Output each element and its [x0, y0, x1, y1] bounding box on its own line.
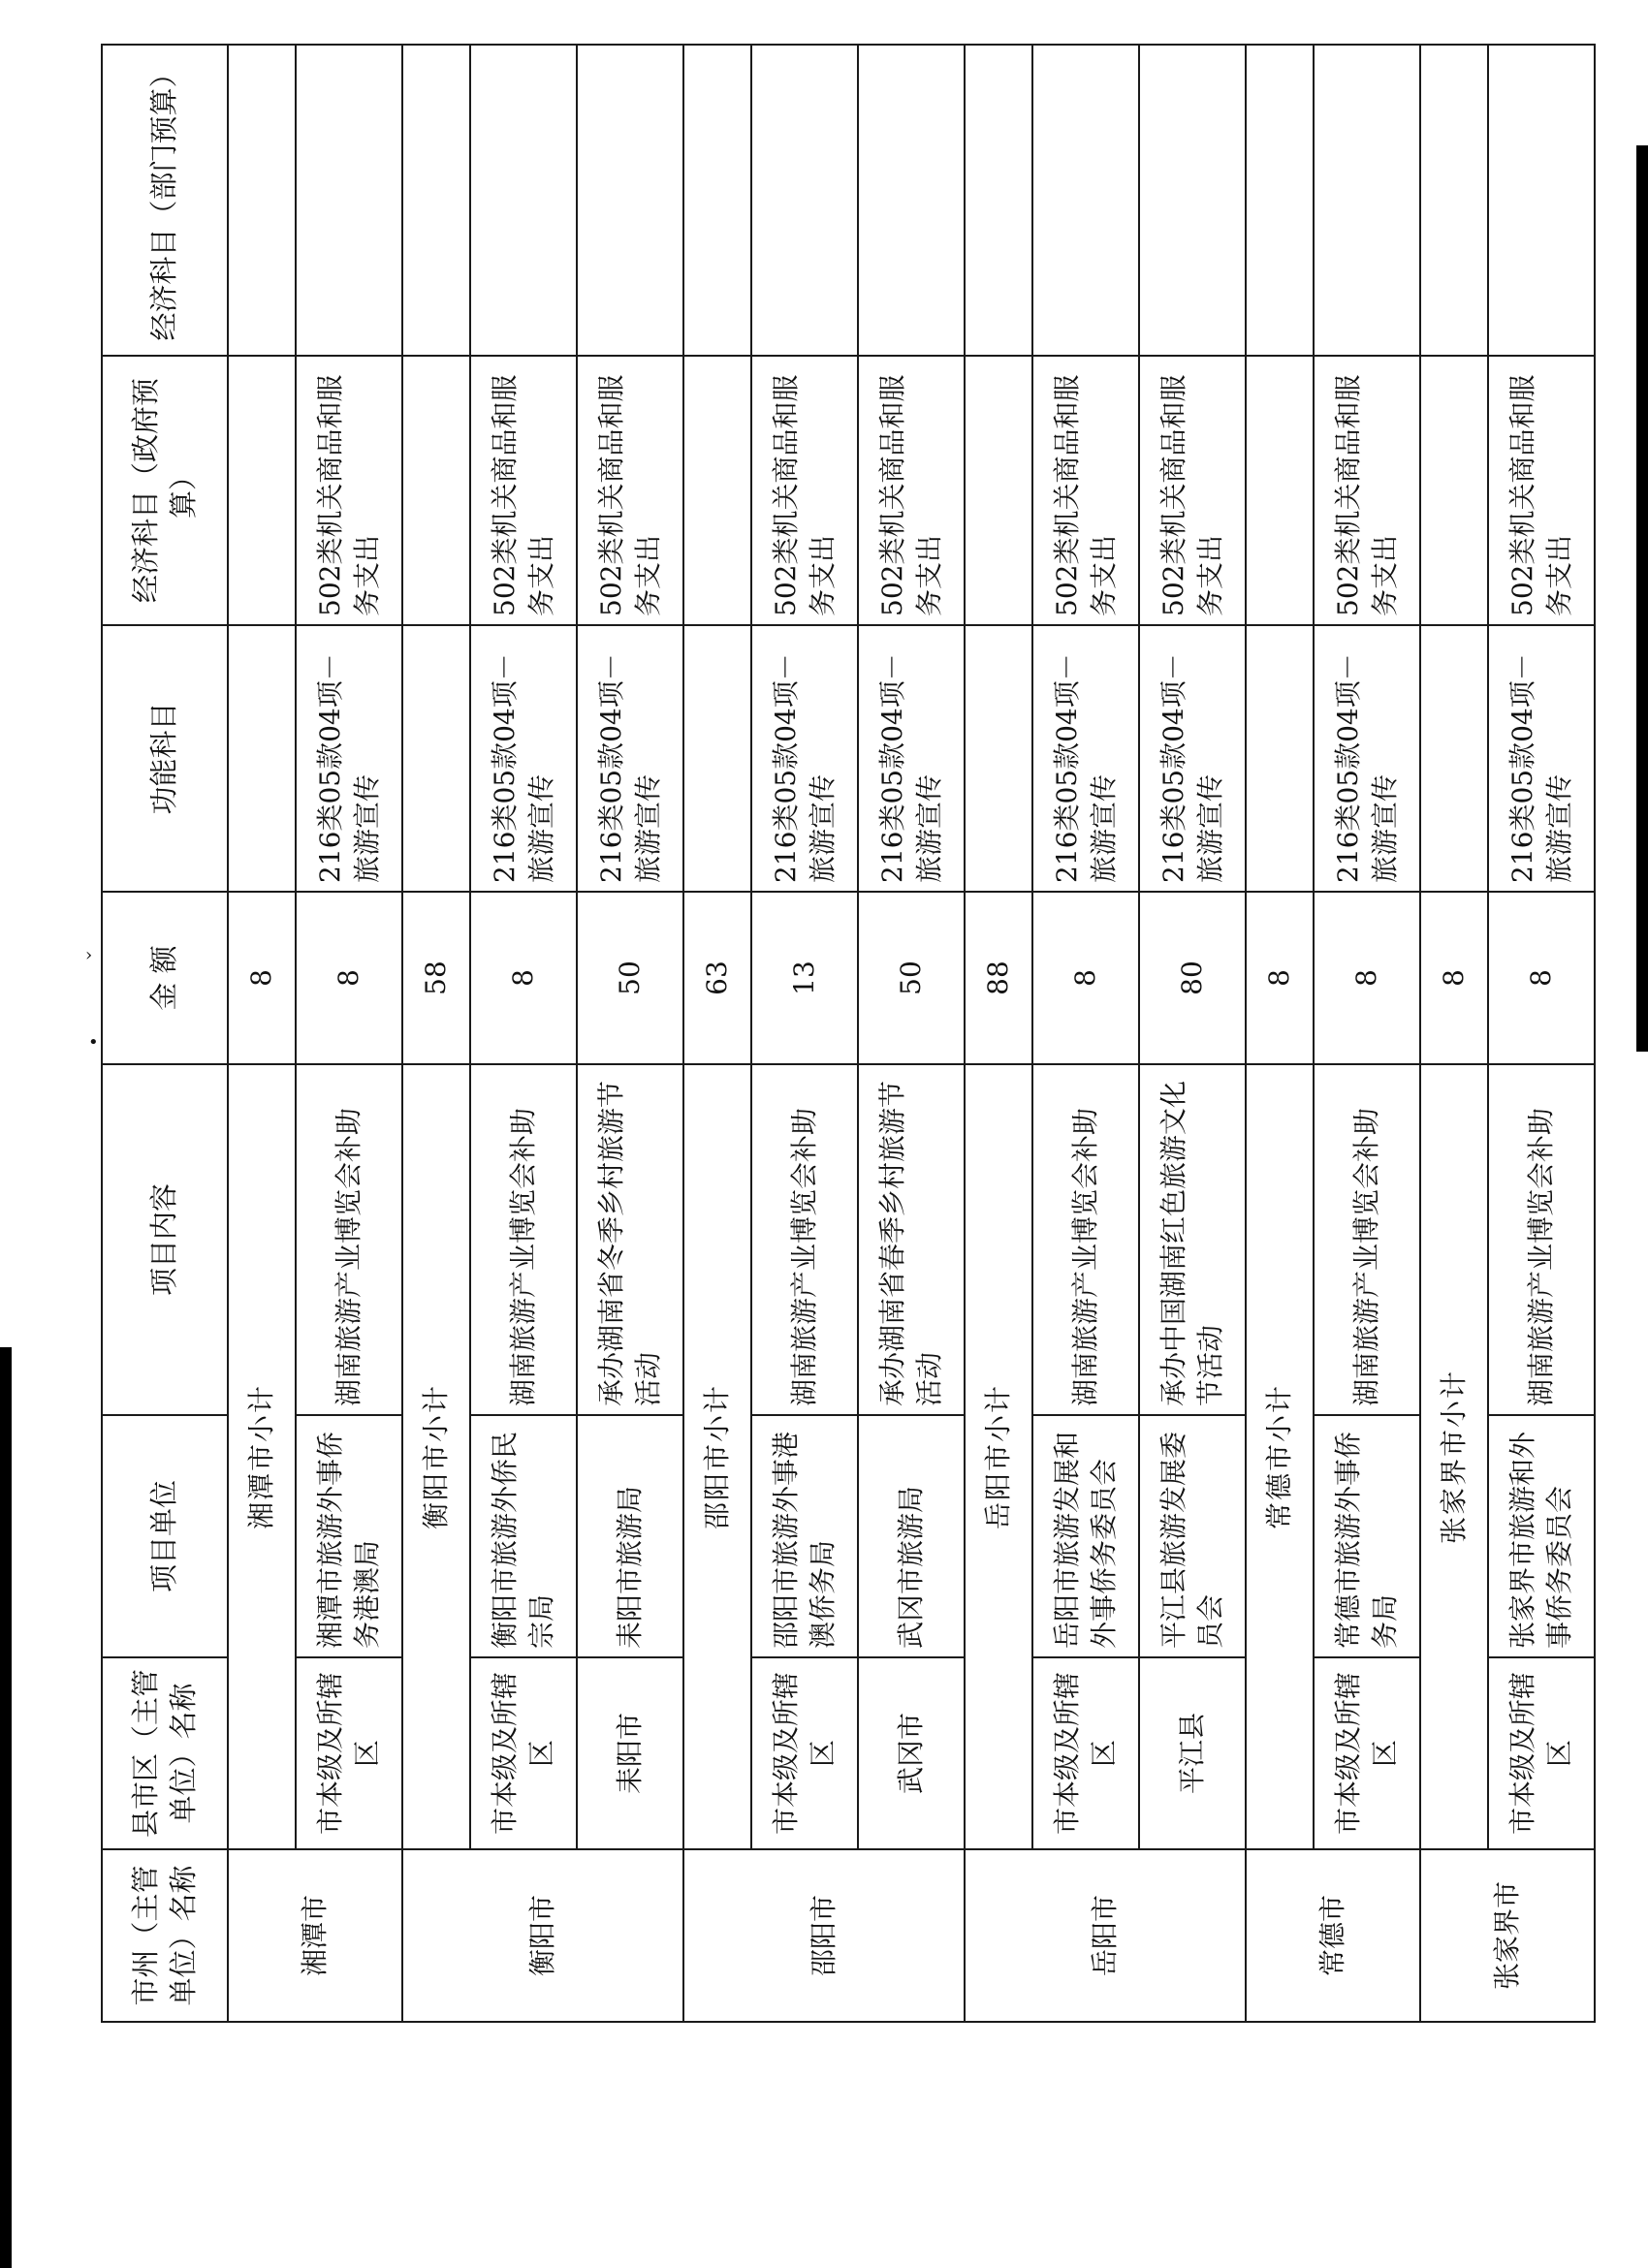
econ-gov-cell: 502类机关商品和服务支出: [1139, 356, 1246, 625]
city-cell: 岳阳市: [965, 1849, 1246, 2022]
amount-cell: 50: [858, 892, 965, 1064]
empty-cell: [228, 356, 296, 625]
amount-cell: 8: [1314, 892, 1420, 1064]
function-subject-cell: 216类05款04项－旅游宣传: [470, 625, 577, 892]
city-cell: 邵阳市: [683, 1849, 965, 2022]
empty-cell: [228, 625, 296, 892]
function-subject-cell: 216类05款04项－旅游宣传: [1032, 625, 1139, 892]
header-function-subject: 功能科目: [102, 625, 228, 892]
city-cell: 常德市: [1246, 1849, 1420, 2022]
econ-dept-cell: [470, 45, 577, 356]
amount-cell: 8: [1488, 892, 1595, 1064]
empty-cell: [965, 45, 1032, 356]
amount-cell: 13: [751, 892, 858, 1064]
subtotal-amount: 63: [683, 892, 751, 1064]
table-row: [1032, 45, 1139, 2022]
econ-gov-cell: 502类机关商品和服务支出: [470, 356, 577, 625]
budget-table: [101, 44, 1596, 2023]
header-amount: 金 额: [102, 892, 228, 1064]
empty-cell: [1246, 356, 1314, 625]
empty-cell: [683, 625, 751, 892]
subtotal-row: [1420, 45, 1488, 2022]
unit-cell: 邵阳市旅游外事港澳侨务局: [751, 1415, 858, 1657]
econ-dept-cell: [1139, 45, 1246, 356]
econ-dept-cell: [858, 45, 965, 356]
econ-dept-cell: [1314, 45, 1420, 356]
empty-cell: [402, 356, 470, 625]
content-cell: 湖南旅游产业博览会补助: [751, 1064, 858, 1415]
econ-gov-cell: 502类机关商品和服务支出: [1032, 356, 1139, 625]
unit-cell: 武冈市旅游局: [858, 1415, 965, 1657]
empty-cell: [1246, 45, 1314, 356]
econ-gov-cell: 502类机关商品和服务支出: [577, 356, 683, 625]
table-row: [751, 45, 858, 2022]
header-econ-dept: 经济科目（部门预算）: [102, 45, 228, 356]
scan-edge-right: [1636, 145, 1648, 1052]
table-row: [1314, 45, 1420, 2022]
content-cell: 承办湖南省春季乡村旅游节活动: [858, 1064, 965, 1415]
empty-cell: [402, 625, 470, 892]
content-cell: 湖南旅游产业博览会补助: [1314, 1064, 1420, 1415]
content-cell: 湖南旅游产业博览会补助: [1488, 1064, 1595, 1415]
table-row: [1488, 45, 1595, 2022]
subtotal-label: 张家界市小计: [1420, 1064, 1488, 1849]
content-cell: 湖南旅游产业博览会补助: [470, 1064, 577, 1415]
subtotal-row: [402, 45, 470, 2022]
unit-cell: 湘潭市旅游外事侨务港澳局: [296, 1415, 402, 1657]
city-cell: 湘潭市: [228, 1849, 402, 2022]
unit-cell: 耒阳市旅游局: [577, 1415, 683, 1657]
header-city: 市州（主管单位）名称: [102, 1849, 228, 2022]
econ-gov-cell: 502类机关商品和服务支出: [296, 356, 402, 625]
content-cell: 承办中国湖南红色旅游文化节活动: [1139, 1064, 1246, 1415]
subtotal-row: [1246, 45, 1314, 2022]
empty-cell: [402, 45, 470, 356]
district-cell: 市本级及所辖区: [1488, 1657, 1595, 1849]
econ-gov-cell: 502类机关商品和服务支出: [1314, 356, 1420, 625]
econ-gov-cell: 502类机关商品和服务支出: [1488, 356, 1595, 625]
unit-cell: 常德市旅游外事侨务局: [1314, 1415, 1420, 1657]
header-econ-gov: 经济科目（政府预算）: [102, 356, 228, 625]
amount-cell: 8: [296, 892, 402, 1064]
content-cell: 承办湖南省冬季乡村旅游节活动: [577, 1064, 683, 1415]
amount-cell: 8: [470, 892, 577, 1064]
header-unit: 项目单位: [102, 1415, 228, 1657]
scan-edge-left: [0, 1347, 12, 2268]
district-cell: 市本级及所辖区: [470, 1657, 577, 1849]
district-cell: 市本级及所辖区: [1032, 1657, 1139, 1849]
empty-cell: [1246, 625, 1314, 892]
district-cell: 平江县: [1139, 1657, 1246, 1849]
district-cell: 市本级及所辖区: [296, 1657, 402, 1849]
econ-gov-cell: 502类机关商品和服务支出: [858, 356, 965, 625]
subtotal-label: 衡阳市小计: [402, 1064, 470, 1849]
amount-cell: 80: [1139, 892, 1246, 1064]
function-subject-cell: 216类05款04项－旅游宣传: [1139, 625, 1246, 892]
empty-cell: [1420, 45, 1488, 356]
econ-dept-cell: [1032, 45, 1139, 356]
function-subject-cell: 216类05款04项－旅游宣传: [296, 625, 402, 892]
table-row: [858, 45, 965, 2022]
unit-cell: 平江县旅游发展委员会: [1139, 1415, 1246, 1657]
empty-cell: [683, 45, 751, 356]
econ-dept-cell: [577, 45, 683, 356]
subtotal-row: [683, 45, 751, 2022]
content-cell: 湖南旅游产业博览会补助: [1032, 1064, 1139, 1415]
header-district: 县市区（主管单位）名称: [102, 1657, 228, 1849]
subtotal-label: 湘潭市小计: [228, 1064, 296, 1849]
function-subject-cell: 216类05款04项－旅游宣传: [858, 625, 965, 892]
econ-dept-cell: [1488, 45, 1595, 356]
subtotal-row: [228, 45, 296, 2022]
table-row: [296, 45, 402, 2022]
unit-cell: 岳阳市旅游发展和外事侨务委员会: [1032, 1415, 1139, 1657]
empty-cell: [228, 45, 296, 356]
amount-cell: 8: [1032, 892, 1139, 1064]
city-cell: 衡阳市: [402, 1849, 683, 2022]
city-cell: 张家界市: [1420, 1849, 1595, 2022]
table-row: [470, 45, 577, 2022]
econ-gov-cell: 502类机关商品和服务支出: [751, 356, 858, 625]
scan-mark-dot: •: [88, 1032, 99, 1053]
subtotal-label: 岳阳市小计: [965, 1064, 1032, 1849]
subtotal-row: [965, 45, 1032, 2022]
unit-cell: 张家界市旅游和外事侨务委员会: [1488, 1415, 1595, 1657]
empty-cell: [1420, 356, 1488, 625]
budget-table-body: [102, 45, 1595, 2022]
content-cell: 湖南旅游产业博览会补助: [296, 1064, 402, 1415]
district-cell: 武冈市: [858, 1657, 965, 1849]
empty-cell: [1420, 625, 1488, 892]
subtotal-amount: 8: [1420, 892, 1488, 1064]
function-subject-cell: 216类05款04项－旅游宣传: [1488, 625, 1595, 892]
function-subject-cell: 216类05款04项－旅游宣传: [1314, 625, 1420, 892]
subtotal-amount: 58: [402, 892, 470, 1064]
district-cell: 耒阳市: [577, 1657, 683, 1849]
function-subject-cell: 216类05款04项－旅游宣传: [751, 625, 858, 892]
subtotal-label: 邵阳市小计: [683, 1064, 751, 1849]
subtotal-amount: 8: [1246, 892, 1314, 1064]
rotated-budget-table: [101, 46, 1575, 2023]
econ-dept-cell: [296, 45, 402, 356]
table-row: [1139, 45, 1246, 2022]
subtotal-label: 常德市小计: [1246, 1064, 1314, 1849]
function-subject-cell: 216类05款04项－旅游宣传: [577, 625, 683, 892]
district-cell: 市本级及所辖区: [751, 1657, 858, 1849]
scan-mark-tick: ›: [85, 945, 93, 965]
empty-cell: [965, 625, 1032, 892]
econ-dept-cell: [751, 45, 858, 356]
amount-cell: 50: [577, 892, 683, 1064]
district-cell: 市本级及所辖区: [1314, 1657, 1420, 1849]
subtotal-amount: 88: [965, 892, 1032, 1064]
empty-cell: [683, 356, 751, 625]
unit-cell: 衡阳市旅游外侨民宗局: [470, 1415, 577, 1657]
empty-cell: [965, 356, 1032, 625]
header-row: [102, 45, 228, 2022]
table-row: [577, 45, 683, 2022]
header-content: 项目内容: [102, 1064, 228, 1415]
subtotal-amount: 8: [228, 892, 296, 1064]
